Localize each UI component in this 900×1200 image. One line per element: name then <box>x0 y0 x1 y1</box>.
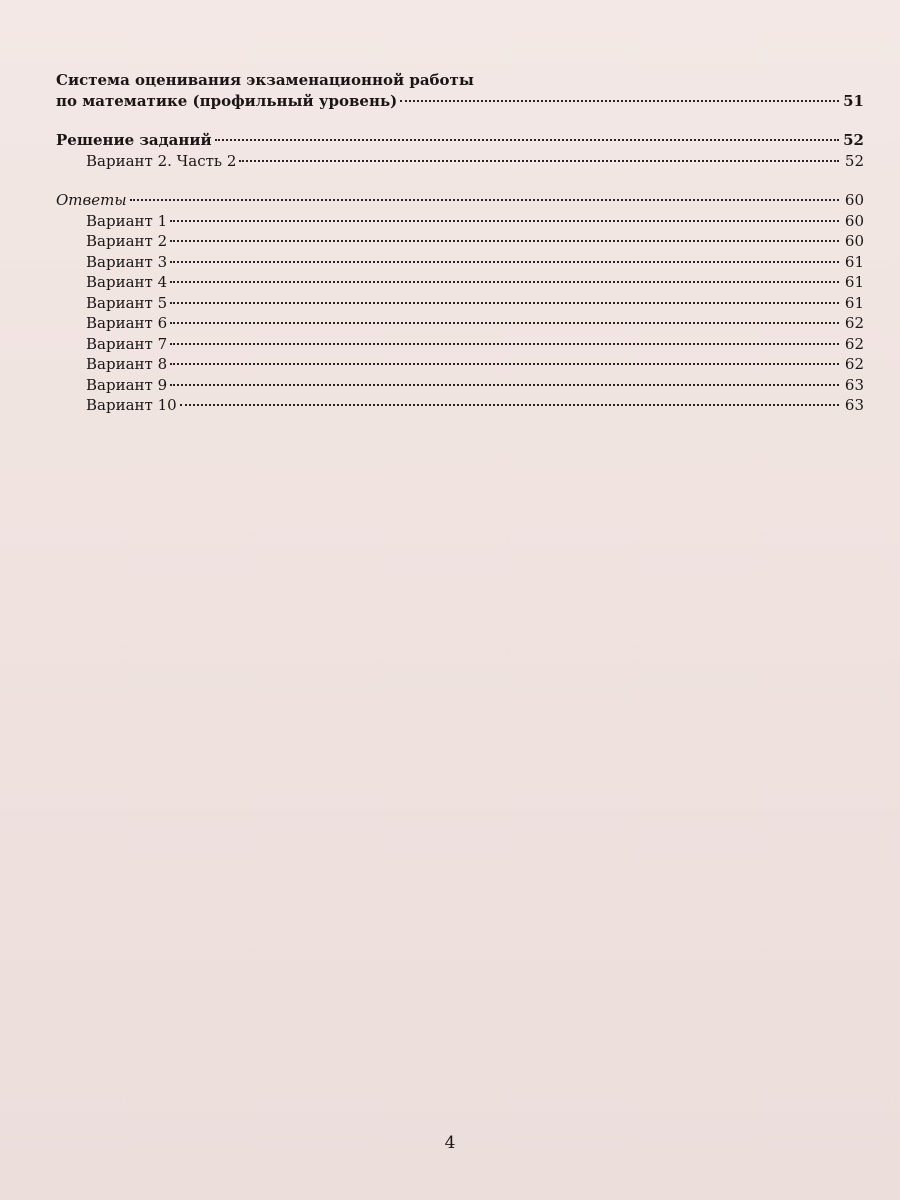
grading-title-line2: по математике (профильный уровень) <box>56 91 398 110</box>
dot-leader <box>130 199 839 201</box>
toc-entry-answers-variant <box>56 231 864 252</box>
variant-label: Вариант 5 <box>86 293 168 312</box>
dot-leader <box>400 100 839 102</box>
dot-leader <box>170 343 839 345</box>
variant-page-number: 63 <box>844 396 864 414</box>
variant-label: Вариант 7 <box>86 334 168 353</box>
grading-page-number: 51 <box>843 91 864 110</box>
dot-leader <box>180 404 839 406</box>
dot-leader <box>239 160 839 162</box>
dot-leader <box>170 302 839 304</box>
dot-leader <box>170 363 839 365</box>
toc-entry-answers <box>56 190 864 211</box>
variant-page-number: 62 <box>844 355 864 373</box>
variant-label: Вариант 8 <box>86 355 168 373</box>
variant-page-number: 60 <box>844 211 864 230</box>
toc-entry-answers-variant <box>56 272 864 293</box>
variant-page-number: 62 <box>844 334 864 353</box>
toc-entry-answers-variant <box>56 313 864 334</box>
variant-label: Вариант 4 <box>86 273 168 291</box>
toc-entry-grading <box>56 91 864 112</box>
variant-page-number: 61 <box>844 293 864 312</box>
toc-entry-solutions-sub <box>56 151 864 172</box>
variant-page-number: 60 <box>844 232 864 250</box>
answers-page-number: 60 <box>844 191 864 209</box>
toc-entry-answers-variant <box>56 334 864 355</box>
dot-leader <box>170 240 839 242</box>
answers-label: Ответы <box>56 191 127 209</box>
page-number: 4 <box>444 1133 456 1153</box>
variant-label: Вариант 3 <box>86 252 168 271</box>
variant-label: Вариант 6 <box>86 314 168 332</box>
variant-page-number: 61 <box>844 273 864 291</box>
solutions-label: Решение заданий <box>56 131 212 149</box>
toc-entry-answers-variant <box>56 211 864 232</box>
dot-leader <box>170 281 839 283</box>
dot-leader <box>170 261 839 263</box>
dot-leader <box>215 139 839 141</box>
variant-page-number: 63 <box>844 375 864 394</box>
dot-leader <box>170 220 839 222</box>
variant-page-number: 62 <box>844 314 864 332</box>
dot-leader <box>170 384 839 386</box>
solutions-sub-label: Вариант 2. Часть 2 <box>86 151 237 170</box>
toc-entry-answers-variant <box>56 252 864 273</box>
variant-label: Вариант 1 <box>86 211 168 230</box>
toc-entry-answers-variant <box>56 395 864 416</box>
variant-label: Вариант 10 <box>86 396 177 414</box>
solutions-page-number: 52 <box>843 131 864 149</box>
variant-page-number: 61 <box>844 252 864 271</box>
toc-entry-solutions <box>56 130 864 151</box>
variant-label: Вариант 9 <box>86 375 168 394</box>
solutions-sub-page-number: 52 <box>844 151 864 170</box>
table-of-contents <box>56 70 864 416</box>
toc-entry-answers-variant <box>56 354 864 375</box>
toc-entry-answers-variant <box>56 375 864 396</box>
dot-leader <box>170 322 839 324</box>
grading-title-line1: Система оценивания экзаменационной работы <box>56 71 474 89</box>
toc-entry-answers-variant <box>56 293 864 314</box>
variant-label: Вариант 2 <box>86 232 168 250</box>
